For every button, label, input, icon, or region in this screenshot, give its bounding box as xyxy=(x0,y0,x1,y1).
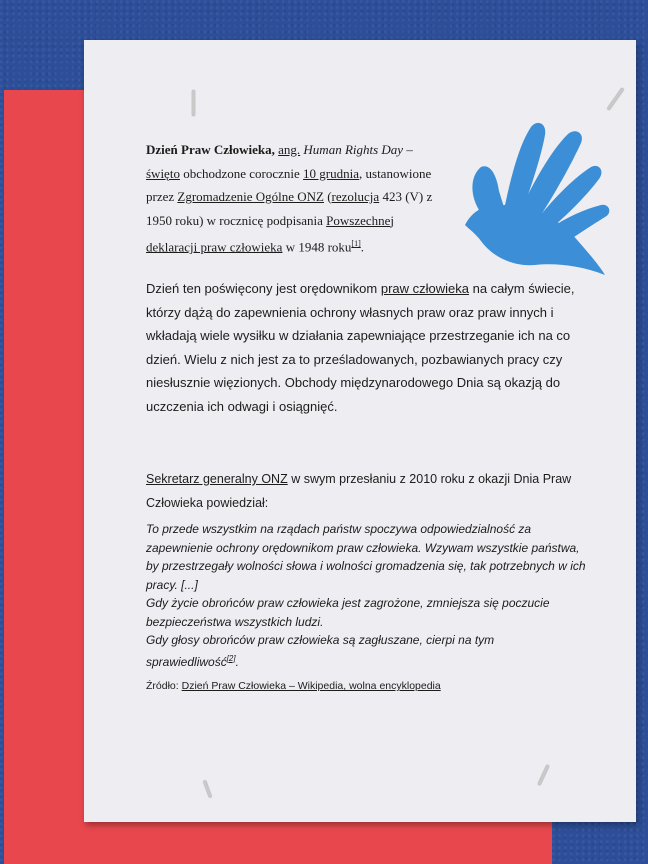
source-link[interactable]: Dzień Praw Człowieka – Wikipedia, wolna encyklopedia xyxy=(181,680,441,692)
title-bold: Dzień Praw Człowieka xyxy=(146,142,272,157)
quote-line xyxy=(146,631,586,671)
ang-link[interactable]: ang. xyxy=(278,142,301,157)
human-rights-link[interactable]: praw człowieka xyxy=(380,281,469,296)
punctuation: , xyxy=(271,142,279,157)
period: . xyxy=(235,654,239,669)
source-label: Źródło: xyxy=(146,680,182,692)
period: . xyxy=(360,239,364,255)
date-link[interactable]: 10 grudnia xyxy=(303,165,360,181)
assembly-link[interactable]: Zgromadzenie Ogólne ONZ xyxy=(177,189,324,204)
swieto-link[interactable]: święto xyxy=(146,165,180,181)
intro-text: 423 (V) z 1950 roku) w rocznicę podpisania xyxy=(146,189,433,228)
english-name: Human Rights Day xyxy=(300,142,404,157)
secretary-general-link[interactable]: Sekretarz generalny ONZ xyxy=(146,472,288,486)
intro-text: ( xyxy=(323,189,332,204)
body-text: na całym świecie, którzy dążą do zapewnienia ochrony własnych praw oraz praw innych i wkładają wiele wysiłku w działania zapewniające przestrzeganie ich na co dzień. Wielu z nich jest za to prześladowanych, pozbawianych pracy czy niesłusznie więzionych. Obchody międzynarodowego Dnia są okazją do uczczenia ich odwagi i osiągnięć. xyxy=(146,281,575,414)
printed-page xyxy=(84,40,636,822)
intro-text: w 1948 roku xyxy=(282,239,352,255)
intro-text: , ustanowione przez xyxy=(146,165,432,204)
declaration-link[interactable]: Powszechnej deklaracji praw człowieka xyxy=(146,212,395,255)
pin xyxy=(203,780,212,798)
human-rights-logo-icon xyxy=(459,105,619,275)
quote-block xyxy=(146,520,586,671)
intro-paragraph xyxy=(146,138,446,259)
ref-1-link[interactable]: [1] xyxy=(351,239,361,248)
source-line xyxy=(146,680,586,692)
ref-2-link[interactable]: [2] xyxy=(226,653,236,663)
secretary-paragraph xyxy=(146,467,586,515)
quote-line: To przede wszystkim na rządach państw spoczywa odpowiedzialność za zapewnienie ochrony orędownikom praw człowieka. Wzywam wszystkie państwa, by przestrzegały wolności słowa i wolności gromadzenia się, tak potrzebnych w ich pracy. [...] xyxy=(146,522,586,592)
quote-line: Gdy życie obrońców praw człowieka jest zagrożone, zmniejsza się poczucie bezpieczeństwa wszystkich ludzi. xyxy=(146,596,550,629)
dash: – xyxy=(403,142,413,157)
pin xyxy=(192,90,195,116)
secretary-text: w swym przesłaniu z 2010 roku z okazji Dnia Praw Człowieka powiedział: xyxy=(146,472,572,510)
body-text: Dzień ten poświęcony jest orędownikom xyxy=(146,281,381,296)
pin xyxy=(537,764,549,785)
quote-text: Gdy głosy obrońców praw człowieka są zagłuszane, cierpi na tym sprawiedliwość xyxy=(146,633,495,669)
resolution-link[interactable]: rezolucja xyxy=(331,189,380,204)
intro-text: obchodzone corocznie xyxy=(179,165,304,181)
body-paragraph xyxy=(146,277,586,418)
